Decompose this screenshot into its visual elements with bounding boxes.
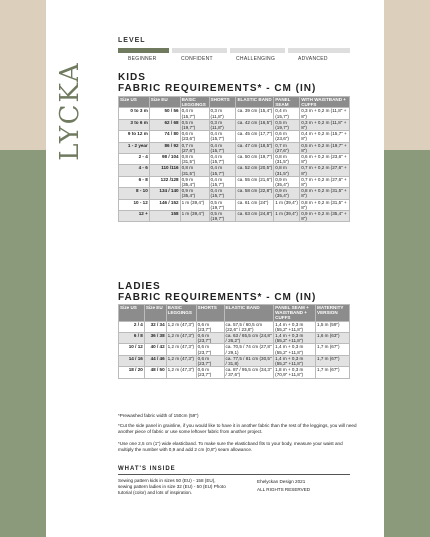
kids-table-cell: 0,4 m (15,7") [274,108,300,119]
ladies-table-cell: ca. 63 / 65,5 cm (24,8" / 26,2") [224,333,274,344]
kids-table-cell: 98 / 104 [149,154,180,165]
kids-table-cell: ca. 55 cm (21,6") [236,176,274,187]
level-title: LEVEL [118,37,146,44]
kids-table-cell: ca. 52 cm (20,5") [236,165,274,176]
level-bar-confident [172,48,227,53]
table-row [119,165,350,176]
kids-table-cell: 0,9 m (35,4") [274,176,300,187]
kids-table-cell: 50 / 56 [149,108,180,119]
table-row [119,199,350,210]
kids-title: KIDS FABRIC REQUIREMENTS* - CM (IN) [118,72,317,94]
kids-table-cell: 146 / 152 [149,199,180,210]
kids-table-cell: 0,8 m (31,5") [180,154,209,165]
kids-table-cell: 62 / 68 [149,119,180,130]
ladies-table-cell: 2 / 4 [119,321,145,332]
kids-table-cell: 0,8 m + 0,2 m (31,5" + 8") [300,188,350,199]
ladies-table-cell: 1,2 m (47,3") [166,344,196,355]
kids-header-cell: PANEL SEAM [274,97,300,108]
kids-table-cell: ca. 61 cm (24") [236,199,274,210]
level-bar-challenging [230,48,285,53]
note-fabric-width: *Prewashed fabric width of 150cm (59") [118,413,199,418]
ladies-table-cell: 0,6 m (23,7") [196,333,224,344]
kids-table-cell: 0,6 m + 0,2 m (23,6" + 8") [300,154,350,165]
ladies-table-cell: ca. 77,5 / 81 cm (30,5" / 31,8) [224,355,274,366]
ladies-table-cell: 1,2 m (47,3") [166,321,196,332]
kids-table-cell: 158 [149,211,180,222]
kids-table-cell: 0,9 m (35,4") [180,176,209,187]
kids-table-cell: 1 m (39,4") [274,211,300,222]
kids-table-cell: 9 to 12 m [119,131,150,142]
kids-table-cell: 0,9 m (35,4") [180,188,209,199]
kids-table-cell: 1 m (39,4") [180,211,209,222]
kids-table-cell: 0,4 m (15,7") [209,176,236,187]
kids-table-cell: 110 /116 [149,165,180,176]
kids-header-cell: ELASTIC BAND [236,97,274,108]
kids-table-cell: 0,8 m (31,5") [274,165,300,176]
kids-table-cell: 0,3 m + 0,2 m (11,8" + 8") [300,119,350,130]
kids-table-cell: 0,4 m (15,7") [209,154,236,165]
kids-table-cell: 134 / 140 [149,188,180,199]
ladies-table-cell: 0,6 m (23,7") [196,367,224,378]
kids-table-cell: ca. 58 cm (22,8") [236,188,274,199]
level-label-confident: CONFIDENT [181,56,213,62]
ladies-table-cell: 1,2 m (47,3") [166,355,196,366]
ladies-table-cell: 40 / 42 [144,344,166,355]
table-row [119,131,350,142]
kids-table-cell: ca. 47 cm (18,5") [236,142,274,153]
ladies-header-cell: ELASTIC BAND [224,305,274,322]
table-row [119,188,350,199]
ladies-table-cell: 10 / 12 [119,344,145,355]
ladies-table-cell: 36 / 38 [144,333,166,344]
kids-table-cell: 0,9 m + 0,2 m (35,4" + 8") [300,211,350,222]
level-label-challenging: CHALLENGING [236,56,276,62]
kids-table-cell: 1 - 2 year [119,142,150,153]
table-row [119,176,350,187]
ladies-table-cell: 0,6 m (23,7") [196,321,224,332]
ladies-fabric-table [118,304,350,379]
ladies-table-cell: 1,4 m + 0,3 m (55,2" +11,8") [274,321,316,332]
kids-table-cell: 0,4 m + 0,2 m (15,7" + 8") [300,131,350,142]
ladies-table-cell: 0,6 m (23,7") [196,344,224,355]
kids-header-cell: WITH WAISTBAND + CUFFS [300,97,350,108]
kids-table-cell: 0,4 m (15,7") [209,165,236,176]
ladies-table-cell: 1,4 m + 0,3 m (55,2" +11,8") [274,333,316,344]
kids-table-cell: 122 /128 [149,176,180,187]
kids-header-cell: SHORTS [209,97,236,108]
kids-table-cell: 0,6 m (23,6") [180,131,209,142]
ladies-table-cell: 14 / 16 [119,355,145,366]
kids-header-cell: BASIC LEGGINGS [180,97,209,108]
kids-table-cell: 86 / 92 [149,142,180,153]
kids-table-cell: 0,8 m + 0,2 m (31,5" + 8") [300,199,350,210]
kids-table-cell: 0,5 m + 0,2 m (19,7" + 8") [300,142,350,153]
divider [118,474,350,475]
kids-table-cell: 0,4 m (15,7") [209,188,236,199]
level-bar-beginner [118,48,169,53]
kids-header-cell: Size US [119,97,150,108]
ladies-header-cell: Size US [119,305,145,322]
kids-table-cell: ca. 39 cm (15,4") [236,108,274,119]
table-row [119,355,350,366]
kids-table-cell: 0,4 m (15,7") [209,142,236,153]
ladies-table-cell: 1,4 m + 0,3 m (55,2" +11,8") [274,355,316,366]
ladies-table-cell: 1,7 m (67") [316,355,350,366]
kids-table-cell: 8 - 10 [119,188,150,199]
kids-table-cell: 0,7 m (27,6") [274,142,300,153]
kids-table-cell: 0,3 m + 0,2 m (11,8" + 8") [300,108,350,119]
table-row [119,142,350,153]
kids-table-cell: 0,3 m (11,8") [209,108,236,119]
table-row [119,211,350,222]
kids-header-cell: Size EU [149,97,180,108]
ladies-title: LADIES FABRIC REQUIREMENTS* - CM (IN) [118,281,317,303]
whats-inside-text: Sewing pattern kids in sizes 50 (EU) - 158 (EU), sewing pattern ladies in size 32 (EU) - 50 (EU) Photo tutorial (color) and lots of inspiration. [118,478,226,496]
kids-table-cell: ca. 63 cm (24,8") [236,211,274,222]
ladies-table-cell: 0,6 m (23,7") [196,355,224,366]
kids-table-cell: 6 - 8 [119,176,150,187]
kids-table-cell: 0,4 m (15,7") [209,131,236,142]
ladies-table-cell: 1,8 m + 0,3 m (70,9" +11,8") [274,367,316,378]
kids-table-cell: 12 + [119,211,150,222]
kids-table-cell: 2 - 4 [119,154,150,165]
kids-table-cell: 0,7 m (27,6") [180,142,209,153]
kids-table-cell: 0,6 m (23,6") [274,131,300,142]
whats-inside-title: WHAT'S INSIDE [118,466,176,472]
kids-table-cell: 0,7 m + 0,2 m (27,6" + 8") [300,165,350,176]
ladies-table-cell: 48 / 50 [144,367,166,378]
ladies-table-cell: 32 / 34 [144,321,166,332]
kids-table-cell: 0,4 m (15,7") [180,108,209,119]
kids-table-cell: 1 m (39,4") [180,199,209,210]
ladies-header-cell: BASIC LEGGINGS [166,305,196,322]
table-row [119,367,350,378]
ladies-table-cell: 1,5 m (59") [316,321,350,332]
ladies-table-cell: 18 / 20 [119,367,145,378]
kids-table-cell: 3 to 6 m [119,119,150,130]
kids-table-cell: 74 / 80 [149,131,180,142]
kids-table-cell: 0,3 m (11,8") [209,119,236,130]
table-row [119,344,350,355]
ladies-header-cell: PANEL SEAM + WAISTBAND + CUFFS [274,305,316,322]
table-row [119,108,350,119]
ladies-header-cell: MATERNITY VERSION [316,305,350,322]
table-row [119,154,350,165]
ladies-header-cell: Size EU [144,305,166,322]
table-row [119,119,350,130]
kids-table-cell: 4 - 6 [119,165,150,176]
note-elasticband: *Use one 2,5 cm (1") wide elasticband. To make sure the elasticband fits to your body, measure your waist and multiply the number with 0,9 and add 2 cm (0,8") seam allowance. [118,441,343,452]
kids-table-cell: 0,8 m (31,5") [274,154,300,165]
kids-table-cell: 0 to 3 m [119,108,150,119]
kids-table-cell: 0,8 m (31,5") [180,165,209,176]
brand-logo: LYCKA [55,61,85,161]
ladies-table-cell: 1,2 m (47,3") [166,367,196,378]
kids-table-cell: ca. 45 cm (17,7") [236,131,274,142]
kids-table-cell: ca. 50 cm (19,7") [236,154,274,165]
copyright: Ehelyckan Design 2021 ALL RIGHTS RESERVED [257,479,311,492]
ladies-header-cell: SHORTS [196,305,224,322]
kids-table-cell: 0,5 m (19,7") [209,211,236,222]
kids-table-cell: 0,5 m (19,7") [274,119,300,130]
ladies-table-cell: 44 / 46 [144,355,166,366]
kids-table-cell: 1 m (39,4") [274,199,300,210]
level-label-beginner: BEGINNER [128,56,157,62]
kids-table-cell: 0,5 m (19,7") [209,199,236,210]
kids-fabric-table [118,96,350,222]
ladies-table-cell: 6 / 8 [119,333,145,344]
ladies-table-cell: ca. 57,5 / 60,5 cm (22,6" / 23,8") [224,321,274,332]
kids-table-cell: 10 - 12 [119,199,150,210]
ladies-table-cell: 1,7 m (67") [316,367,350,378]
ladies-table-cell: ca. 70,5 / 74 cm (27,8" / 29,1) [224,344,274,355]
kids-table-cell: 0,9 m (35,4") [274,188,300,199]
ladies-table-cell: 1,4 m + 0,3 m (55,2" +11,8") [274,344,316,355]
table-row [119,333,350,344]
ladies-table-cell: 1,6 m (63") [316,333,350,344]
level-bar-advanced [288,48,350,53]
ladies-table-cell: ca. 87 / 95,5 cm (34,3" / 37,6") [224,367,274,378]
kids-table-cell: 0,5 m (19,7") [180,119,209,130]
table-row [119,321,350,332]
note-side-panel: *Cut the side panel in grainline, if you would like to have it in another fabric than the rest of the leggings, you will need another piece of fabric or use some leftover fabric from another project. [118,423,357,434]
kids-table-cell: ca. 42 cm (16,5") [236,119,274,130]
ladies-table-cell: 1,2 m (47,3") [166,333,196,344]
ladies-table-cell: 1,7 m (67") [316,344,350,355]
kids-table-cell: 0,7 m + 0,2 m (27,6" + 8") [300,176,350,187]
level-label-advanced: ADVANCED [298,56,328,62]
